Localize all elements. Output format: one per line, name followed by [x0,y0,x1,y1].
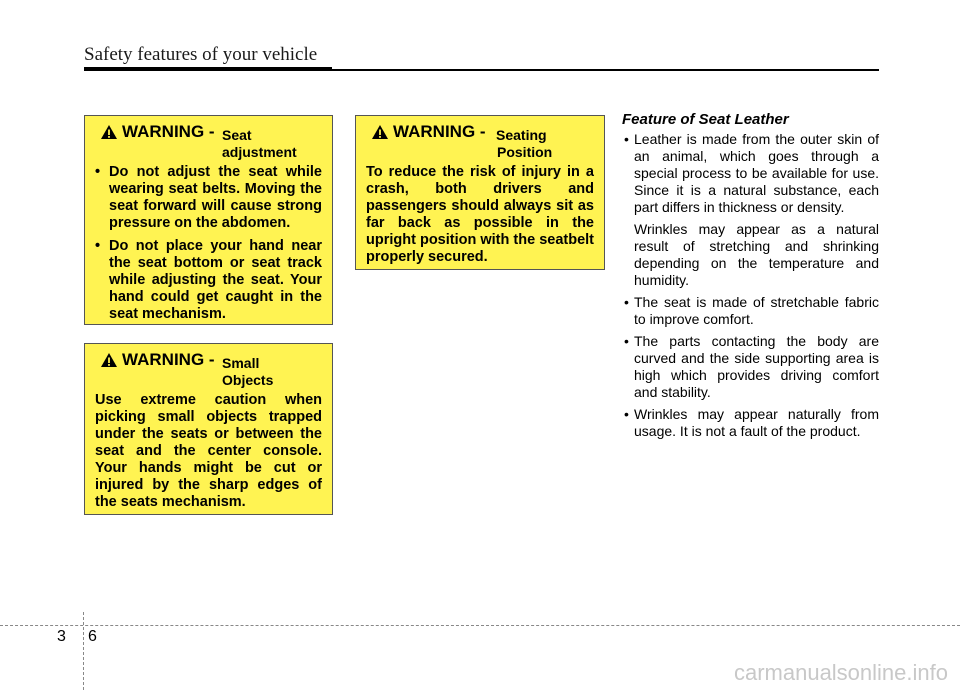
list-item: • Wrinkles may appear naturally from usage. It is not a fault of the product. [622,406,879,440]
chapter-number: 3 [57,628,66,645]
list-item [622,131,879,289]
list-item: • The parts contacting the body are curved and the side supporting area is high which provides driving comfort and stability. [622,333,879,401]
warning-header [85,344,332,388]
warning-text: Use extreme caution when picking small objects trapped under the seats or between the seat and the center console. Your hands might be cut or injured by the sharp edges of the seats mechanism. [95,392,322,510]
warning-subject-line2: Position [497,144,553,160]
section-title: Feature of Seat Leather [622,111,789,128]
list-item-text: Leather is made from the outer skin of an animal, which goes through a special process to be available for use. Since it is a natural substance, each part differs in thickness or density. [634,131,879,215]
warning-subject-line1: Small [222,355,260,371]
watermark: carmanualsonline.info [733,660,948,685]
list-item-paragraph: Wrinkles may appear as a natural result of stretching and shrinking depending on the temperature and humidity. [634,221,879,288]
warning-subject-line2: adjustment [222,144,297,160]
warning-label: WARNING - [393,122,486,141]
warning-box-seat-adjustment [84,115,333,325]
warning-item: • Do not adjust the seat while wearing seat belts. Moving the seat forward will cause strong pressure on the abdomen. [95,164,322,232]
warning-box-small-objects [84,343,333,515]
warning-subject-line1: Seat [222,127,252,143]
feature-list [622,131,879,445]
warning-subject-line1: Seating [496,127,547,143]
warning-triangle-icon [100,124,118,140]
warning-triangle-icon [371,124,389,140]
warning-label: WARNING - [122,350,215,369]
list-item: • The seat is made of stretchable fabric to improve comfort. [622,294,879,328]
warning-item: • Do not place your hand near the seat bottom or seat track while adjusting the seat. Your hand could get caught in the seat mechanism. [95,238,322,323]
warning-header [356,116,604,160]
warning-subject-line2: Objects [222,372,274,388]
warning-box-seating-position [355,115,605,270]
warning-label: WARNING - [122,122,215,141]
warning-triangle-icon [100,352,118,368]
footer-vertical-rule [83,612,84,690]
footer-rule [0,625,960,626]
header-rule [84,69,879,71]
warning-text: To reduce the risk of injury in a crash, both drivers and passengers should always sit as far back as possible in the upright position with the seatbelt properly secured. [366,164,594,265]
page-number: 6 [88,628,97,645]
page-header-title: Safety features of your vehicle [84,44,318,65]
warning-header [85,116,332,160]
